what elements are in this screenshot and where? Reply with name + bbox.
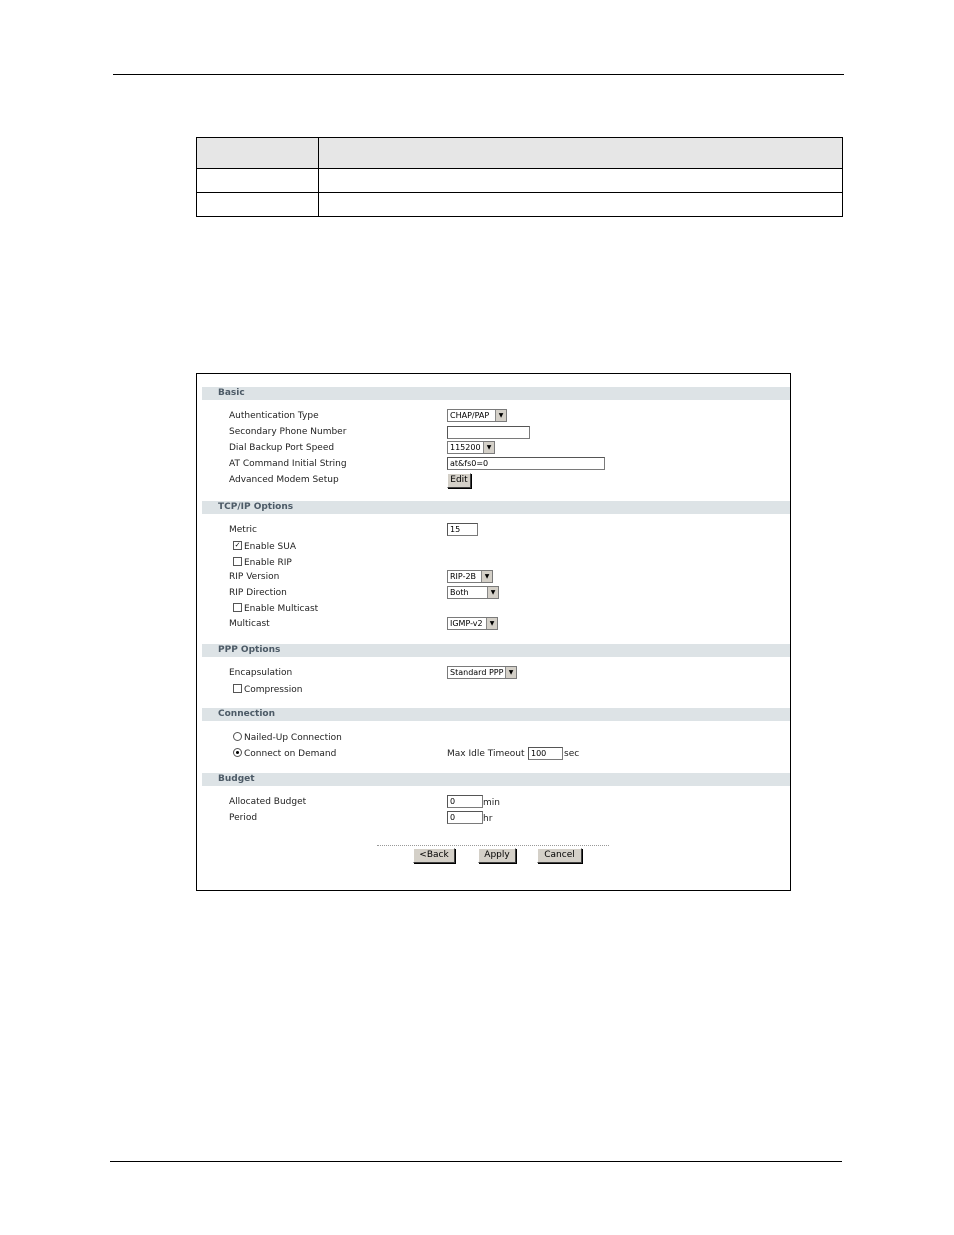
rip-version-select[interactable]	[447, 570, 493, 583]
section-budget: Budget	[202, 773, 790, 786]
enable-multicast-checkbox[interactable]	[233, 603, 242, 612]
multicast-select[interactable]	[447, 617, 498, 630]
table-header-cell	[319, 138, 843, 169]
section-basic: Basic	[202, 387, 790, 400]
allocated-budget-unit: min	[483, 798, 500, 808]
nailed-up-label: Nailed-Up Connection	[244, 733, 342, 743]
connect-on-demand-label: Connect on Demand	[244, 749, 337, 759]
chevron-down-icon: ▼	[487, 587, 498, 598]
idle-timeout-label: Max Idle Timeout	[447, 749, 525, 759]
table-cell	[197, 169, 319, 193]
enable-multicast-label: Enable Multicast	[244, 604, 319, 614]
port-speed-select[interactable]	[447, 441, 495, 454]
rip-version-value: RIP-2B	[450, 572, 477, 581]
section-ppp: PPP Options	[202, 644, 790, 657]
compression-checkbox[interactable]	[233, 684, 242, 693]
section-connection: Connection	[202, 708, 790, 721]
auth-type-value: CHAP/PAP	[450, 411, 490, 420]
period-input[interactable]: 0	[447, 811, 483, 824]
table-cell	[197, 193, 319, 217]
metric-input[interactable]: 15	[447, 523, 478, 536]
cancel-button[interactable]: Cancel	[537, 848, 582, 863]
period-unit: hr	[483, 814, 493, 824]
multicast-label: Multicast	[229, 619, 270, 629]
table-row	[197, 169, 843, 193]
metric-label: Metric	[229, 525, 257, 535]
backup-config-screen	[196, 373, 791, 891]
rip-direction-value: Both	[450, 588, 469, 597]
doc-table	[196, 137, 843, 217]
enable-rip-checkbox[interactable]	[233, 557, 242, 566]
chevron-down-icon: ▼	[505, 667, 516, 678]
port-speed-value: 115200	[450, 443, 481, 452]
radio-selected-dot	[236, 751, 239, 754]
multicast-value: IGMP-v2	[450, 619, 483, 628]
rip-version-label: RIP Version	[229, 572, 280, 582]
secondary-phone-input[interactable]	[447, 426, 530, 439]
rip-direction-select[interactable]	[447, 586, 499, 599]
rip-direction-label: RIP Direction	[229, 588, 287, 598]
at-command-label: AT Command Initial String	[229, 459, 347, 469]
table-cell	[319, 169, 843, 193]
enable-rip-label: Enable RIP	[244, 558, 292, 568]
compression-label: Compression	[244, 685, 303, 695]
footer-rule	[110, 1161, 842, 1162]
encapsulation-label: Encapsulation	[229, 668, 293, 678]
table-cell	[319, 193, 843, 217]
chevron-down-icon: ▼	[483, 442, 494, 453]
table-row	[197, 193, 843, 217]
modem-setup-label: Advanced Modem Setup	[229, 475, 339, 485]
chevron-down-icon: ▼	[495, 410, 506, 421]
idle-timeout-input[interactable]: 100	[528, 747, 563, 760]
nailed-up-radio[interactable]	[233, 732, 242, 741]
connect-on-demand-radio[interactable]	[233, 748, 242, 757]
auth-type-label: Authentication Type	[229, 411, 319, 421]
enable-sua-checkbox[interactable]: ✓	[234, 541, 241, 549]
back-button[interactable]: <Back	[413, 848, 455, 863]
button-divider	[377, 845, 609, 846]
section-tcpip: TCP/IP Options	[202, 501, 790, 514]
table-header-cell	[197, 138, 319, 169]
enable-sua-label: Enable SUA	[244, 542, 296, 552]
allocated-budget-label: Allocated Budget	[229, 797, 307, 807]
port-speed-label: Dial Backup Port Speed	[229, 443, 335, 453]
chevron-down-icon: ▼	[481, 571, 492, 582]
chevron-down-icon: ▼	[486, 618, 497, 629]
encapsulation-select[interactable]	[447, 666, 517, 679]
secondary-phone-label: Secondary Phone Number	[229, 427, 347, 437]
encapsulation-value: Standard PPP	[450, 668, 504, 677]
at-command-input[interactable]: at&fs0=0	[447, 457, 605, 470]
header-rule	[113, 74, 844, 75]
allocated-budget-input[interactable]: 0	[447, 795, 483, 808]
idle-timeout-unit: sec	[564, 749, 580, 759]
auth-type-select[interactable]	[447, 409, 507, 422]
apply-button[interactable]: Apply	[478, 848, 516, 863]
period-label: Period	[229, 813, 258, 823]
edit-modem-button[interactable]: Edit	[447, 473, 471, 488]
table-header-row	[197, 138, 843, 169]
